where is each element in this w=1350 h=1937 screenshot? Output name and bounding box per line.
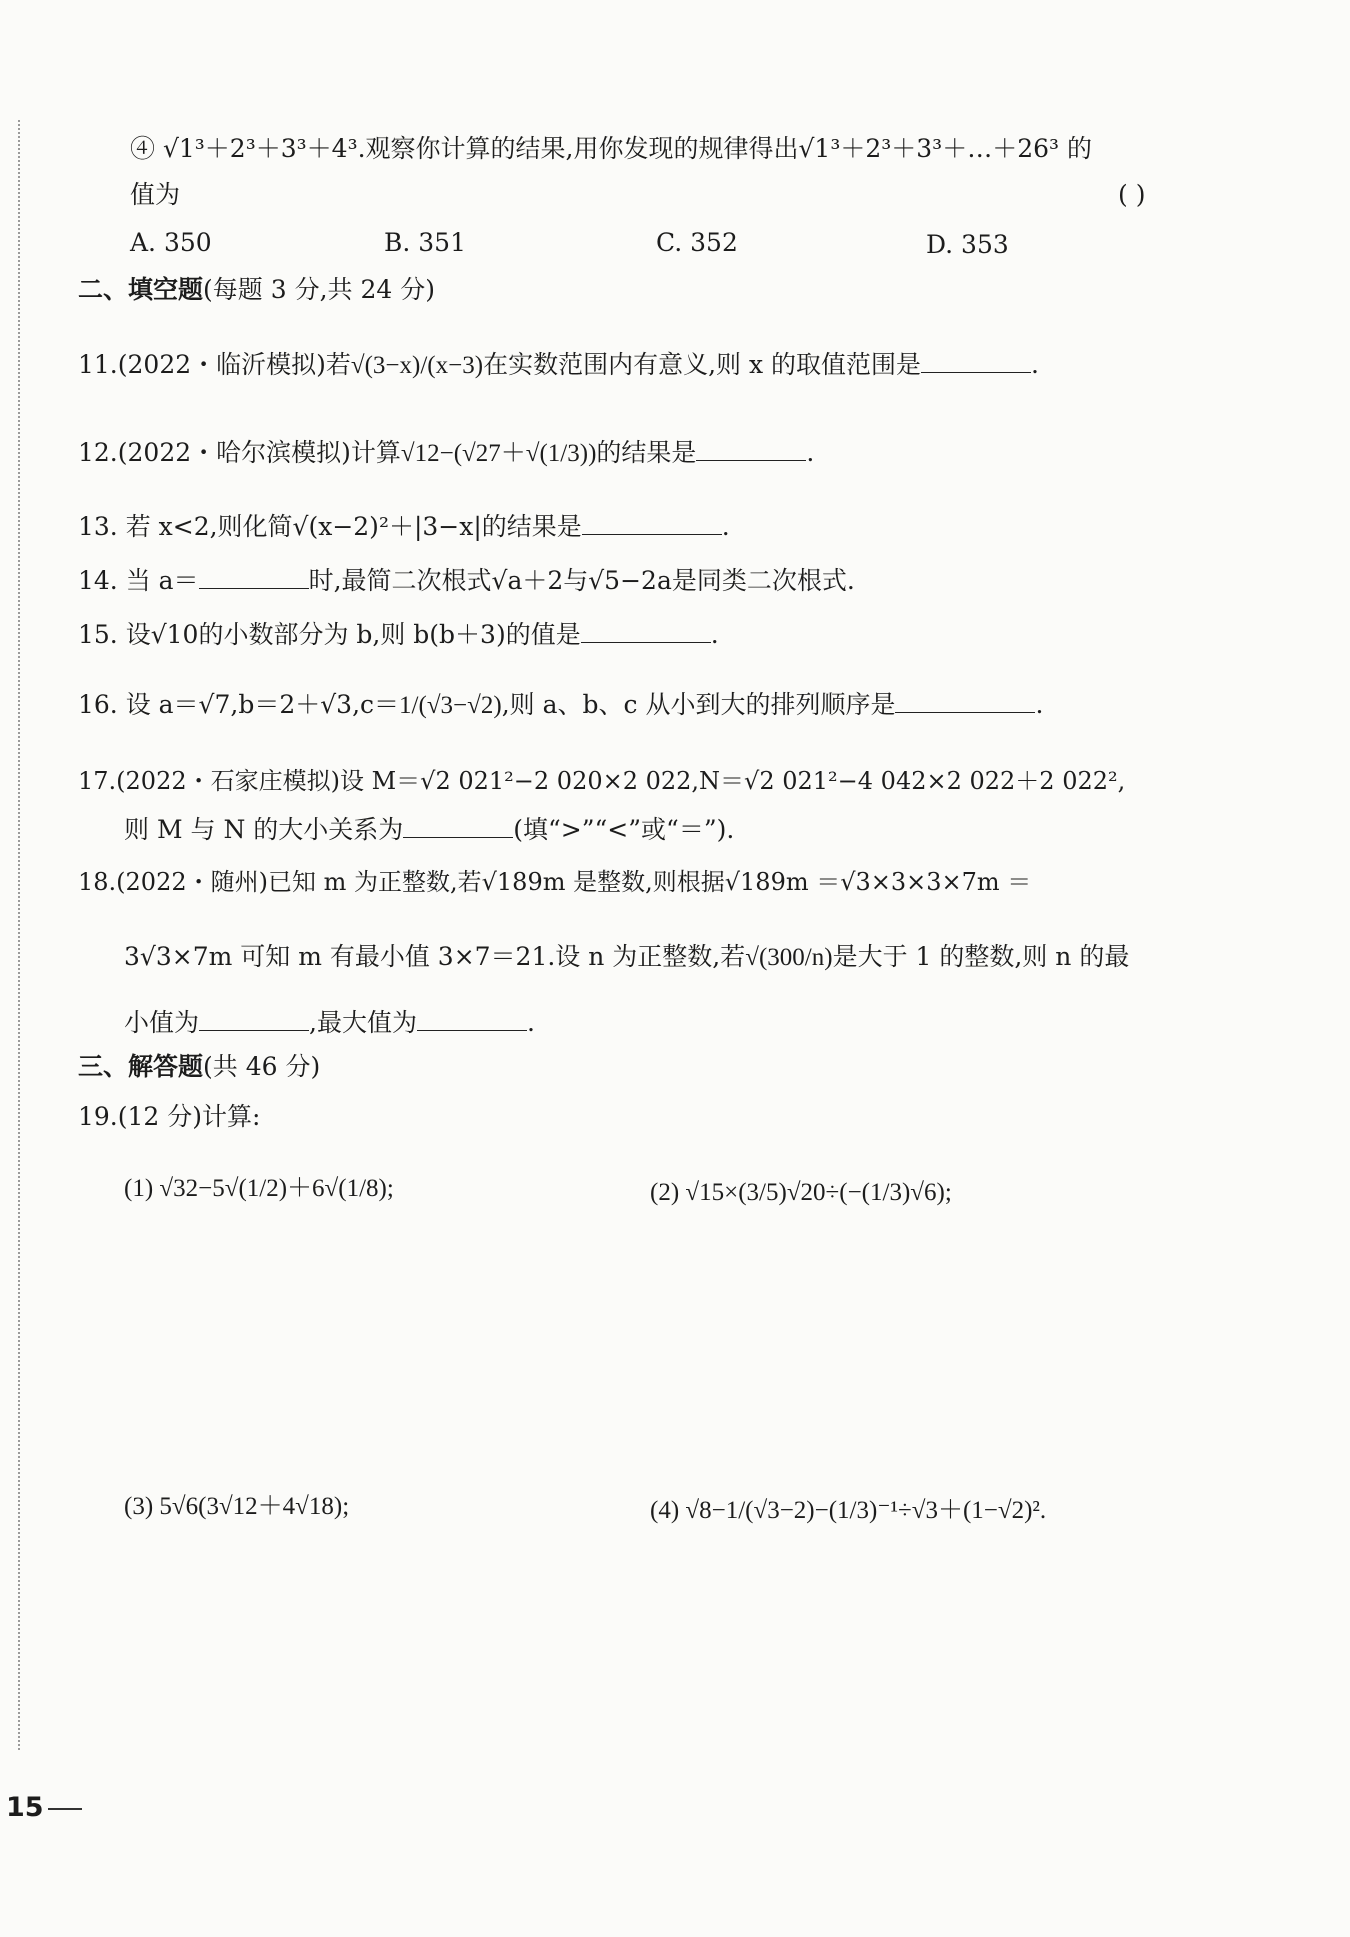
q19-part4: (4) √8−1/(√3−2)−(1/3)⁻¹÷√3＋(1−√2)². [650, 1497, 1047, 1524]
q11-answer-blank[interactable] [921, 346, 1031, 373]
q19-part2: (2) √15×(3/5)√20÷(−(1/3)√6); [650, 1179, 952, 1206]
q19-part3: (3) 5√6(3√12＋4√18); [124, 1493, 350, 1520]
q14-prefix: 14. 当 a＝ [78, 566, 199, 595]
q14-text: 时,最简二次根式√a＋2与√5−2a是同类二次根式. [308, 566, 855, 595]
q17-text: 则 M 与 N 的大小关系为 [124, 815, 404, 844]
q12-end: . [806, 438, 815, 467]
section2-note: (每题 3 分,共 24 分) [203, 275, 435, 304]
page-number: 15 [6, 1792, 44, 1823]
choice-a: A. 350 [130, 228, 212, 257]
q15-end: . [710, 620, 719, 649]
q15 [78, 616, 719, 652]
q15-text: 15. 设√10的小数部分为 b,则 b(b＋3)的值是 [78, 620, 581, 649]
q11-expression: √(3−x)/(x−3) [350, 352, 484, 379]
q18-line2 [124, 940, 1129, 975]
q16-end: . [1035, 690, 1044, 719]
page-number-dash [48, 1808, 82, 1810]
q13-answer-blank[interactable] [582, 508, 722, 535]
q18-expression: √(300/n) [745, 944, 833, 971]
q16-text: ,则 a、b、c 从小到大的排列顺序是 [501, 690, 896, 719]
section2-title: 二、填空题 [78, 275, 204, 304]
q13 [78, 508, 730, 544]
q10-line1: ④ √1³＋2³＋3³＋4³.观察你计算的结果,用你发现的规律得出√1³＋2³＋3³＋…＋26³ 的 [130, 134, 1092, 163]
q12-answer-blank[interactable] [696, 434, 806, 461]
q10-line2: 值为 [130, 180, 181, 209]
q12 [78, 434, 814, 471]
choice-b: B. 351 [384, 228, 466, 257]
section3-note: (共 46 分) [203, 1052, 321, 1081]
q16 [78, 686, 1043, 723]
section3-heading [78, 1050, 320, 1084]
q12-text: 的结果是 [596, 438, 697, 467]
q17-answer-blank[interactable] [403, 811, 513, 838]
q16-prefix: 16. 设 a＝√7,b＝2＋√3,c＝ [78, 690, 400, 719]
q11 [78, 346, 1039, 383]
q19-part1: (1) √32−5√(1/2)＋6√(1/8); [124, 1175, 394, 1202]
q12-prefix: 12.(2022・哈尔滨模拟)计算 [78, 438, 401, 467]
q17-line1: 17.(2022・石家庄模拟)设 M＝√2 021²−2 020×2 022,N＝√2 021²−4 042×2 022＋2 022², [78, 767, 1126, 795]
section2-heading [78, 273, 435, 307]
choice-c: C. 352 [656, 228, 738, 257]
q18-text-end: 是大于 1 的整数,则 n 的最 [832, 942, 1130, 971]
q18-max-blank[interactable] [417, 1004, 527, 1031]
answer-paren: ( ) [1118, 180, 1146, 209]
q19-title: 19.(12 分)计算: [78, 1102, 261, 1131]
q16-answer-blank[interactable] [895, 686, 1035, 713]
q17-line2 [124, 811, 734, 847]
q18-text: 3√3×7m 可知 m 有最小值 3×7＝21.设 n 为正整数,若 [124, 942, 746, 971]
q18-end: . [526, 1008, 535, 1037]
q17-hint: (填“>”“<”或“＝”). [513, 815, 735, 844]
binding-margin-line [18, 120, 20, 1750]
q11-end: . [1031, 350, 1039, 379]
q14-answer-blank[interactable] [199, 562, 309, 589]
q16-expression: 1/(√3−√2) [399, 692, 502, 719]
q11-prefix: 11.(2022・临沂模拟)若 [78, 350, 351, 379]
q15-answer-blank[interactable] [581, 616, 711, 643]
q11-text: 在实数范围内有意义,则 x 的取值范围是 [483, 350, 922, 379]
q18-max-label: ,最大值为 [309, 1008, 417, 1037]
section3-title: 三、解答题 [78, 1052, 204, 1081]
choice-d: D. 353 [926, 230, 1009, 259]
q18-line1: 18.(2022・随州)已知 m 为正整数,若√189m 是整数,则根据√189m ＝√3×3×3×7m ＝ [78, 868, 1032, 896]
q12-expression: √12−(√27＋√(1/3)) [400, 440, 597, 467]
q18-min-label: 小值为 [124, 1008, 200, 1037]
q18-min-blank[interactable] [199, 1004, 309, 1031]
q13-end: . [721, 512, 730, 541]
q13-text: 13. 若 x<2,则化简√(x−2)²＋|3−x|的结果是 [78, 512, 582, 541]
q18-line3 [124, 1004, 535, 1040]
q14 [78, 562, 855, 598]
